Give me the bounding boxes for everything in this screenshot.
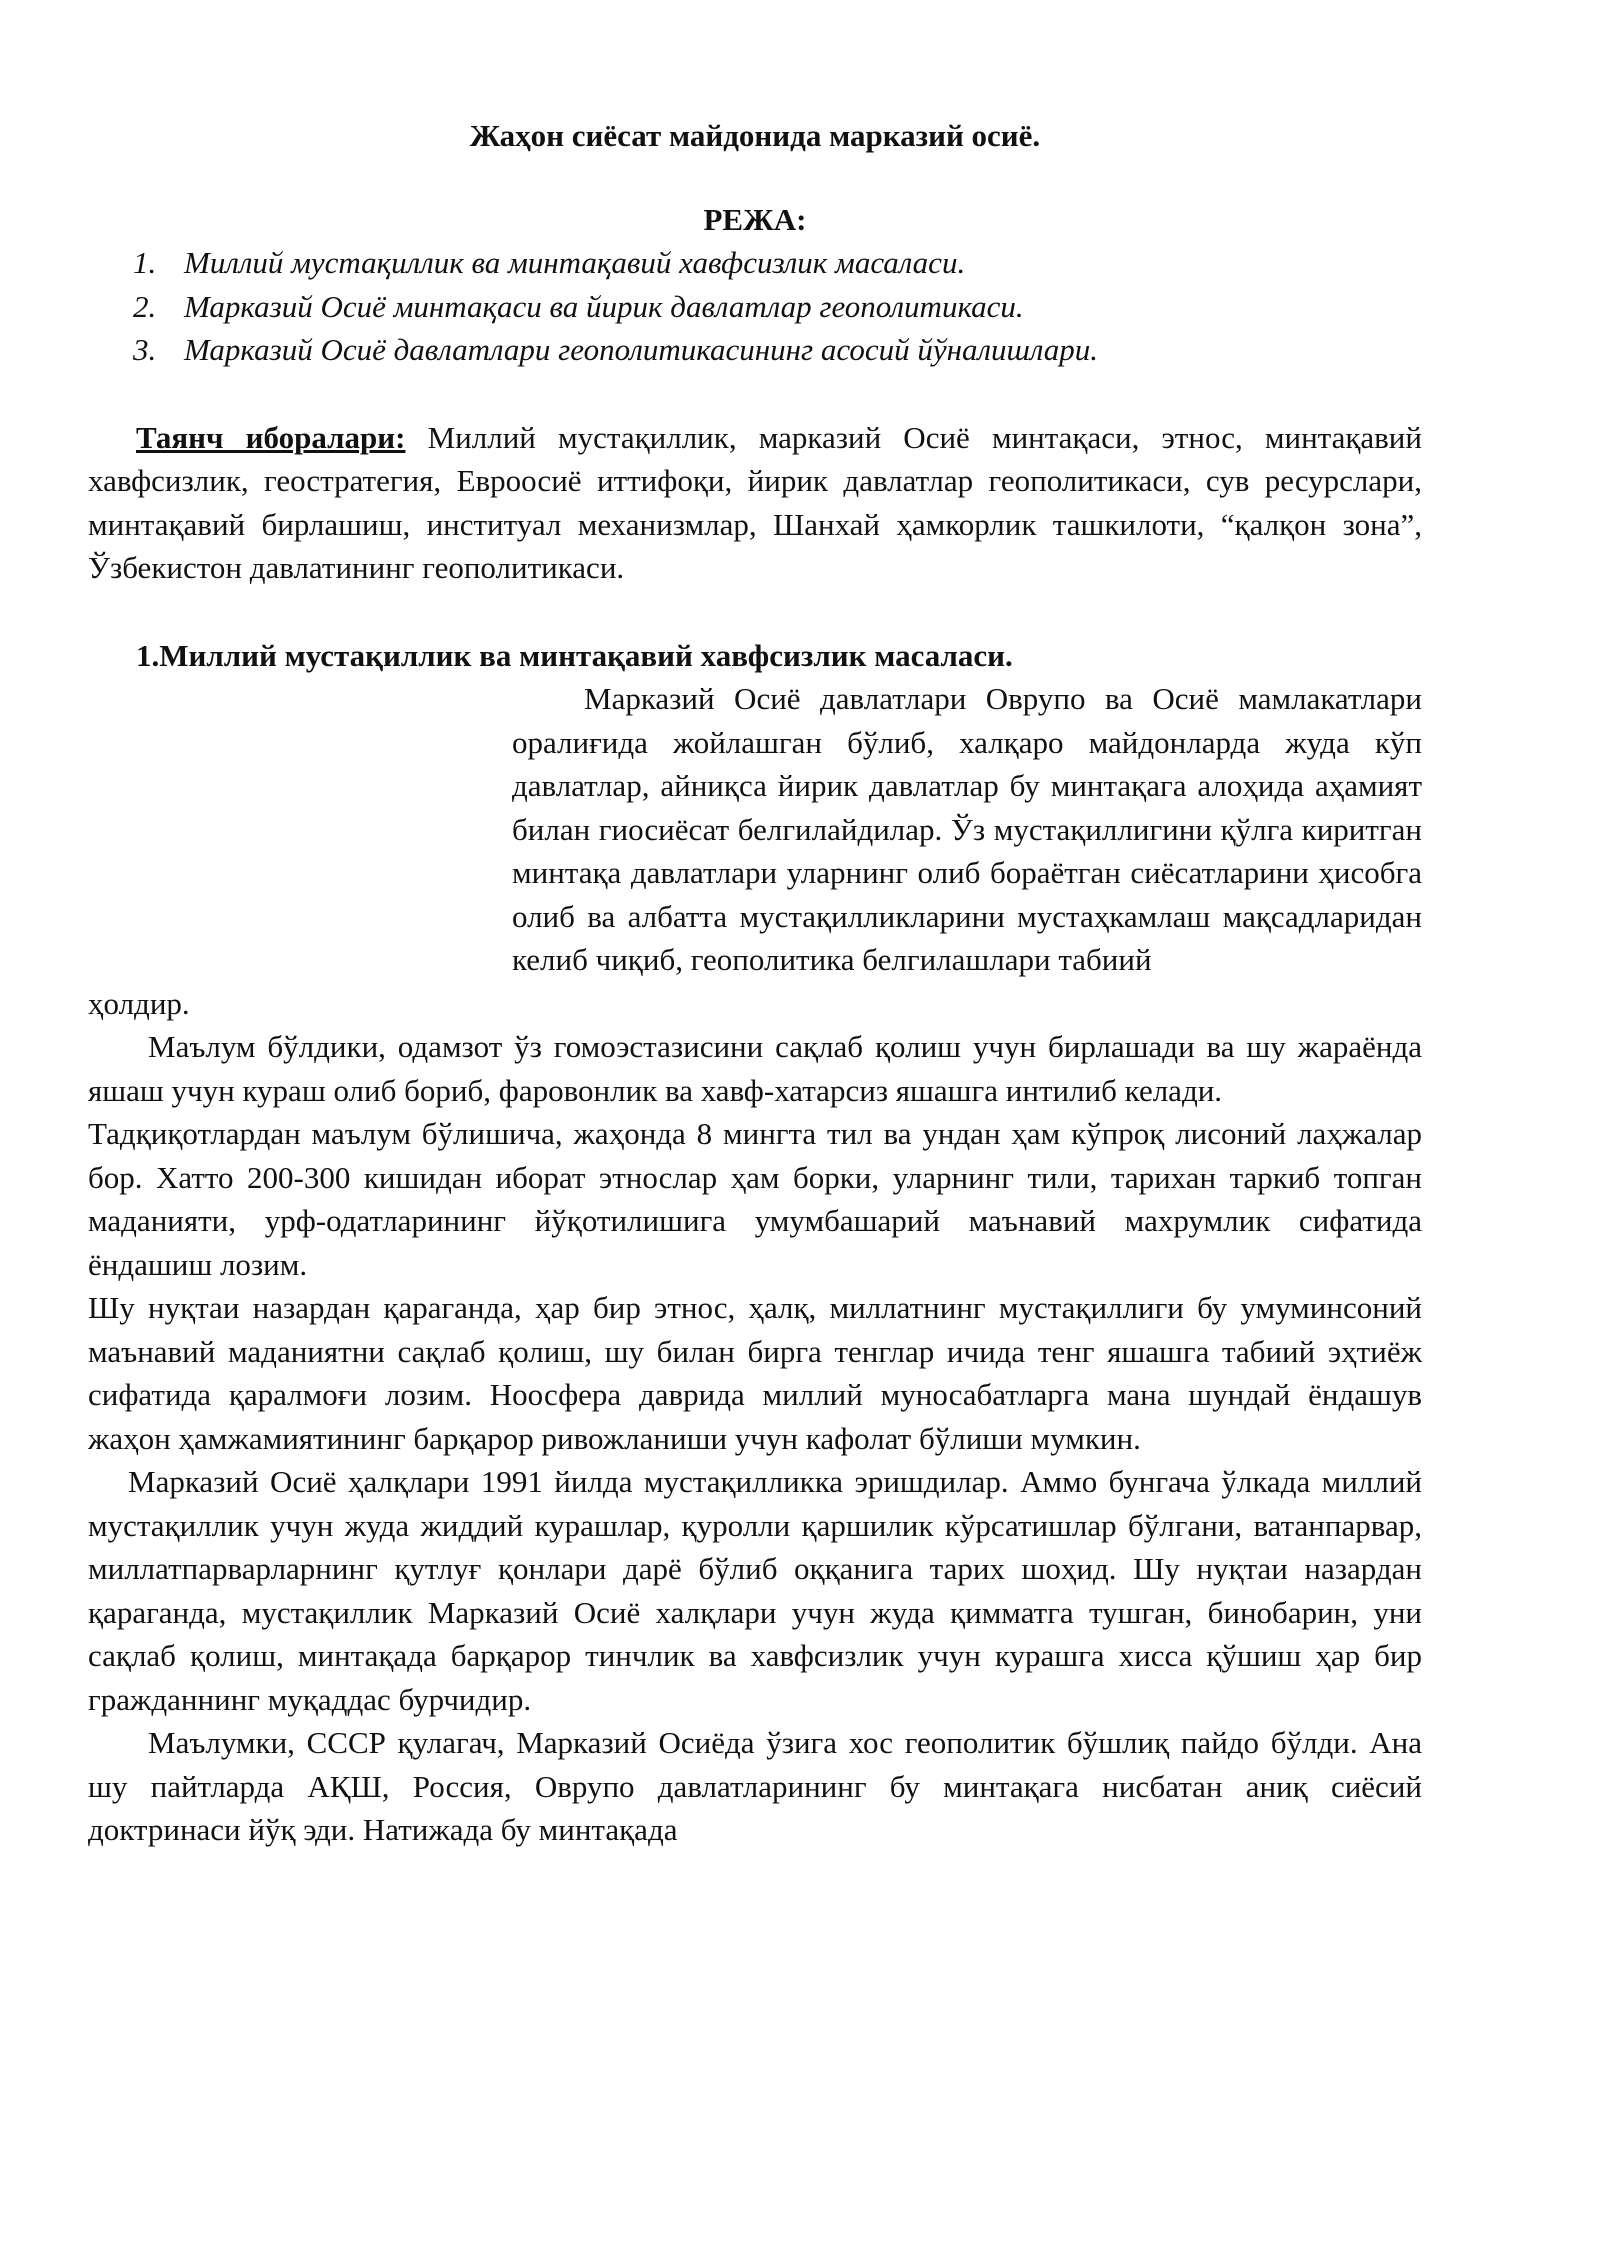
plan-item-number: 2. [133, 288, 157, 324]
plan-item-number: 1. [133, 245, 157, 280]
body-paragraph: Тадқиқотлардан маълум бўлишича, жаҳонда 8 мингта тил ва ундан ҳам кўпроқ лисоний лаҳжалар бор. Хатто 200-300 кишидан иборат этнослар ҳам борки, уларнинг тили, тарихан таркиб топган маданияти, урф-одатларининг йўқотилишига умумбашарий маънавий махрумлик сифатида ёндашиш лозим. [88, 1116, 1422, 1282]
document-title: Жаҳон сиёсат майдонида марказий осиё. [469, 118, 1041, 153]
plan-item-number: 3. [133, 332, 157, 367]
body-paragraph: Маълумки, СССР қулагач, Марказий Осиёда ўзига хос геополитик бўшлиқ пайдо бўлди. Ана шу пайтларда АҚШ, Россия, Оврупо давлатларининг бу минтақага нисбатан аниқ сиёсий доктринаси йўқ эди. Натижада бу минтақада [88, 1725, 1422, 1847]
document-page [88, 100, 1422, 1852]
plan-list [88, 241, 1422, 372]
keywords-paragraph [88, 416, 1422, 590]
plan-item [88, 328, 1422, 372]
plan-item-text: Марказий Осиё минтақаси ва йирик давлатлар геополитикаси. [184, 288, 1024, 324]
keywords-text: Миллий мустақиллик, марказий Осиё минтақаси, этнос, минтақавий хавфсизлик, геостратегия, Евроосиё иттифоқи, йирик давлатлар геополитикаси, сув ресурслари, минтақавий бирлашиш, институал механизмлар, Шанхай ҳамкорлик ташкилоти, “қалқон зона”, Ўзбекистон давлатининг геополитикаси. [88, 419, 1422, 585]
section-heading: 1.Миллий мустақиллик ва минтақавий хавфсизлик масаласи. [136, 637, 1013, 673]
plan-item-text: Марказий Осиё давлатлари геополитикасининг асосий йўналишлари. [184, 332, 1099, 367]
body-paragraph: Шу нуқтаи назардан қараганда, ҳар бир этнос, ҳалқ, миллатнинг мустақиллиги бу умуминсоний маънавий маданиятни сақлаб қолиш, шу билан бирга тенглар ичида тенг яшашга табиий эҳтиёж сифатида қаралмоғи лозим. Ноосфера даврида миллий муносабатларга мана шундай ёндашув жаҳон ҳамжамиятининг барқарор ривожланиши учун кафолат бўлиши мумкин. [88, 1290, 1422, 1456]
keywords-label: Таянч иборалари: [136, 419, 406, 455]
body-paragraph: Марказий Осиё ҳалқлари 1991 йилда мустақилликка эришдилар. Аммо бунгача ўлкада миллий мустақиллик учун жуда жиддий курашлар, қуролли қаршилик кўрсатишлар бўлгани, ватанпарвар, миллатпарварларнинг қутлуғ қонлари дарё бўлиб оққанига тарих шоҳид. Шу нуқтаи назардан қараганда, мустақиллик Марказий Осиё халқлари учун жуда қимматга тушган, бинобарин, уни сақлаб қолиш, минтақада барқарор тинчлик ва хавфсизлик учун курашга хисса қўшиш ҳар бир гражданнинг муқаддас бурчидир. [88, 1464, 1422, 1717]
plan-heading: РЕЖА: [703, 201, 807, 237]
section-intro-tail: ҳолдир. [88, 985, 190, 1021]
plan-item-text: Миллий мустақиллик ва минтақавий хавфсизлик масаласи. [184, 245, 966, 280]
body-paragraph: Маълум бўлдики, одамзот ўз гомоэстазисини сақлаб қолиш учун бирлашади ва шу жараёнда яшаш учун кураш олиб бориб, фаровонлик ва хавф-хатарсиз яшашга интилиб келади. [88, 1029, 1422, 1108]
section-intro: Марказий Осиё давлатлари Оврупо ва Осиё мамлакатлари оралиғида жойлашган бўлиб, халқаро майдонларда жуда кўп давлатлар, айниқса йирик давлатлар бу минтақага алоҳида аҳамият билан гиосиёсат белгилайдилар. Ўз мустақиллигини қўлга киритган минтақа давлатлари уларнинг олиб бораётган сиёсатларини ҳисобга олиб ва албатта мустақилликларини мустаҳкамлаш мақсадларидан келиб чиқиб, геополитика белгилашлари табиий [512, 681, 1422, 977]
plan-item [88, 285, 1422, 329]
plan-item [88, 241, 1422, 285]
